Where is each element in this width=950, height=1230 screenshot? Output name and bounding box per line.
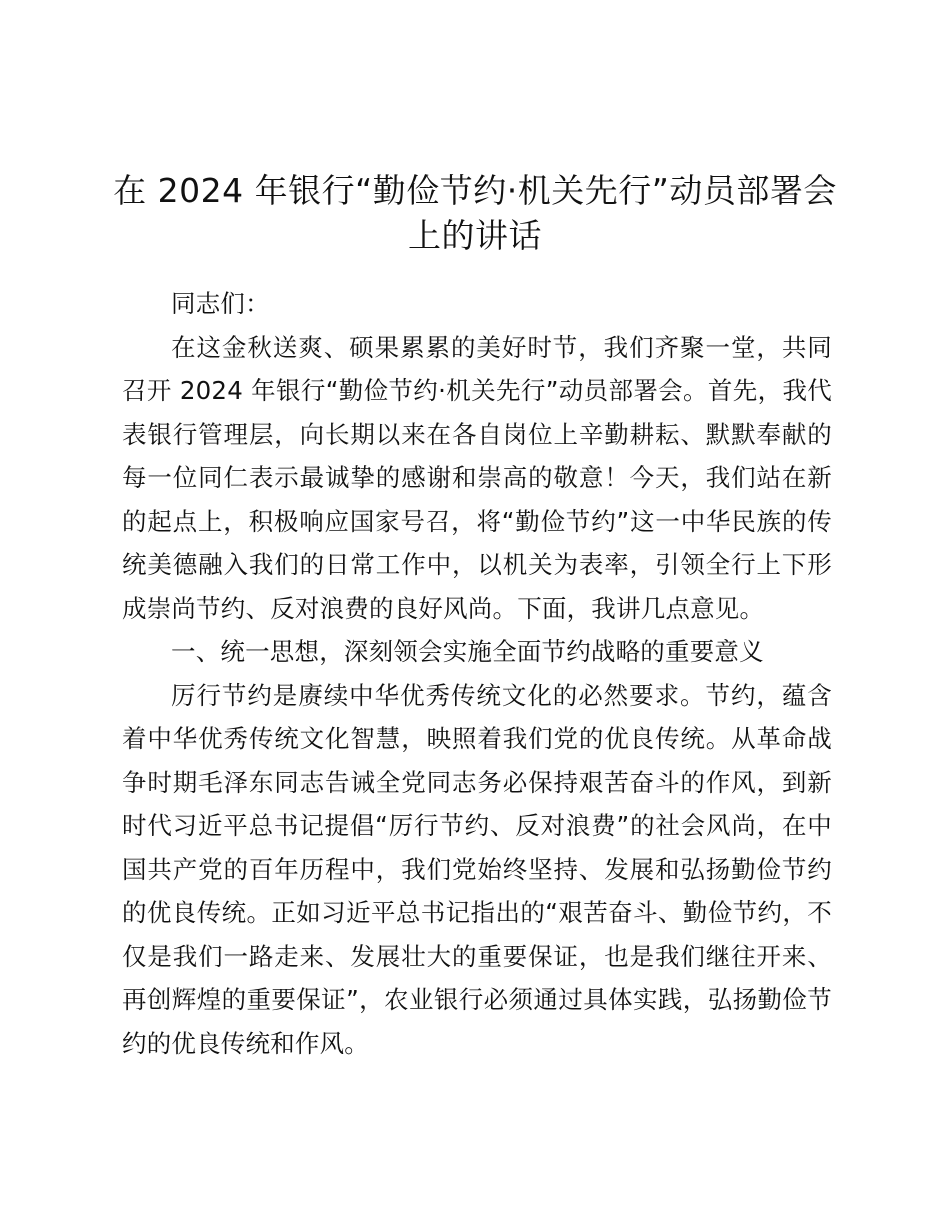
salutation: 同志们： bbox=[171, 289, 270, 318]
paragraph-intro: 在这金秋送爽、硕果累累的美好时节，我们齐聚一堂，共同召开 2024 年银行“勤俭节约·机关先行”动员部署会。首先，我代表银行管理层，向长期以来在各自岗位上辛勤耕耘、默默奉献的每一位同仁表示最诚挚的感谢和崇高的敬意！今天，我们站在新的起点上，积极响应国家号召，将“勤俭节约”这一中华民族的传统美德融入我们的日常工作中，以机关为表率，引领全行上下形成崇尚节约、反对浪费的良好风尚。下面，我讲几点意见。 bbox=[122, 332, 832, 623]
section-heading-1: 一、统一思想，深刻领会实施全面节约战略的重要意义 bbox=[171, 637, 764, 666]
paragraph-section-1: 厉行节约是赓续中华优秀传统文化的必然要求。节约，蕴含着中华优秀传统文化智慧，映照着我们党的优良传统。从革命战争时期毛泽东同志告诫全党同志务必保持艰苦奋斗的作风，到新时代习近平总书记提倡“厉行节约、反对浪费”的社会风尚，在中国共产党的百年历程中，我们党始终坚持、发展和弘扬勤俭节约的优良传统。正如习近平总书记指出的“艰苦奋斗、勤俭节约，不仅是我们一路走来、发展壮大的重要保证，也是我们继往开来、再创辉煌的重要保证”，农业银行必须通过具体实践，弘扬勤俭节约的优良传统和作风。 bbox=[122, 680, 832, 1058]
document-body bbox=[122, 282, 832, 1065]
document-title: 在 2024 年银行“勤俭节约·机关先行”动员部署会上的讲话 bbox=[113, 171, 837, 255]
